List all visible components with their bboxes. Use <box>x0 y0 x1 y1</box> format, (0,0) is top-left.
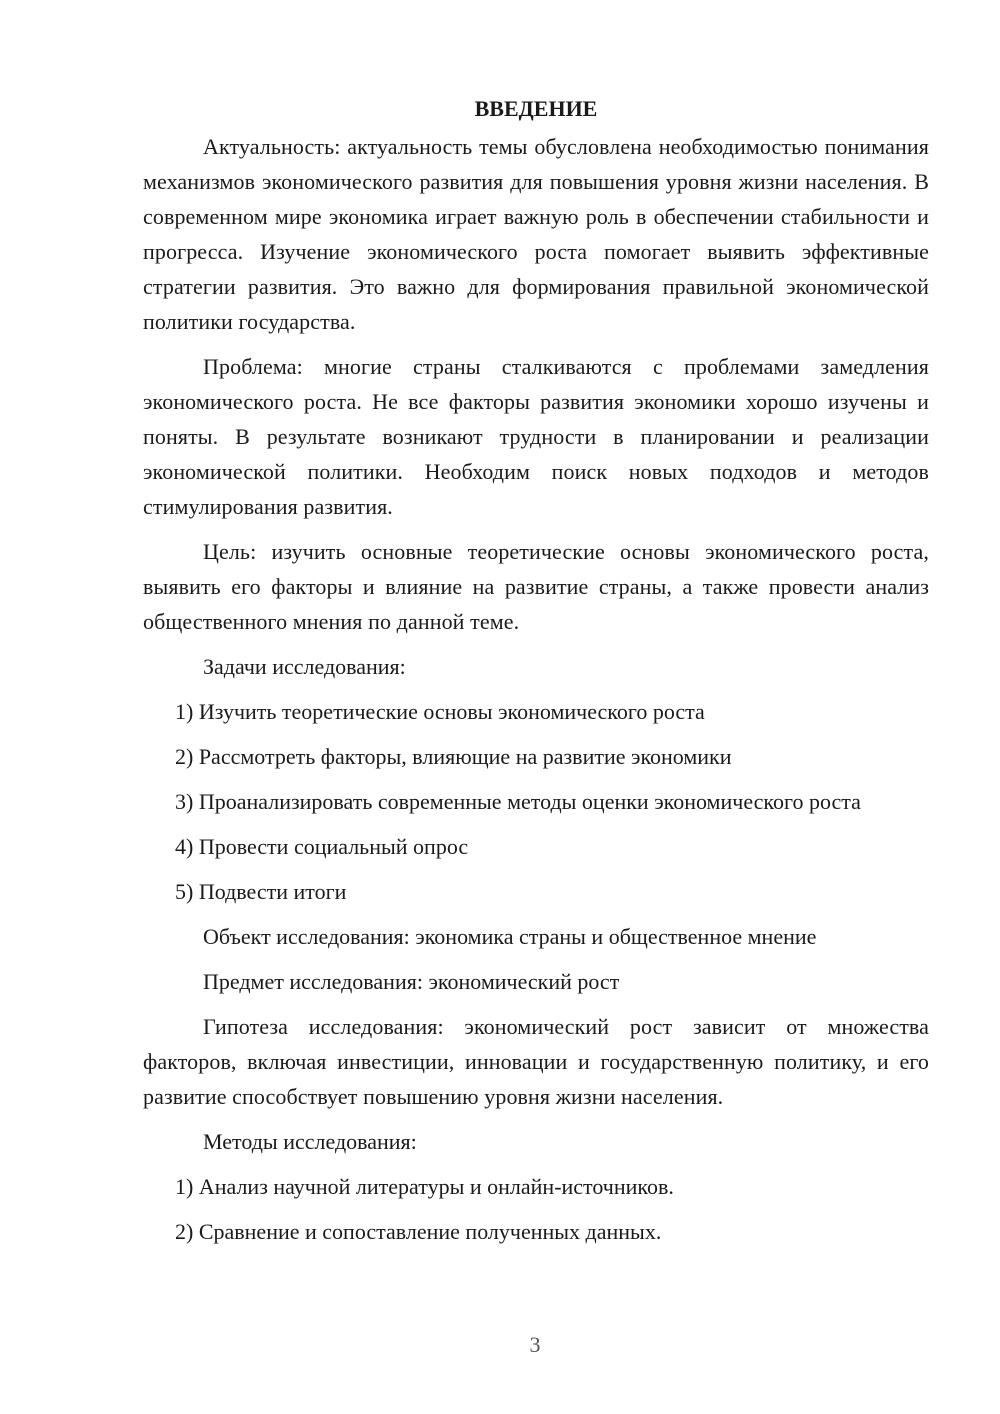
task-item: 5) Подвести итоги <box>175 879 347 904</box>
task-item: 2) Рассмотреть факторы, влияющие на развитие экономики <box>175 744 732 769</box>
problem-paragraph: Проблема: многие страны сталкиваются с проблемами замедления экономического роста. Не все факторы развития экономики хорошо изучены и поняты. В результате возникают трудности в планировании и реализации экономической политики. Необходим поиск новых подходов и методов стимулирования развития. <box>143 354 929 519</box>
hypothesis-paragraph: Гипотеза исследования: экономический рост зависит от множества факторов, включая инвестиции, инновации и государственную политику, и его развитие способствует повышению уровня жизни населения. <box>143 1014 929 1109</box>
goal-paragraph: Цель: изучить основные теоретические основы экономического роста, выявить его факторы и влияние на развитие страны, а также провести анализ общественного мнения по данной теме. <box>143 539 929 634</box>
relevance-paragraph: Актуальность: актуальность темы обусловлена необходимостью понимания механизмов экономического развития для повышения уровня жизни населения. В современном мире экономика играет важную роль в обеспечении стабильности и прогресса. Изучение экономического роста помогает выявить эффективные стратегии развития. Это важно для формирования правильной экономической политики государства. <box>143 134 929 334</box>
page-title: ВВЕДЕНИЕ <box>474 96 598 121</box>
object-line: Объект исследования: экономика страны и общественное мнение <box>203 924 817 949</box>
subject-line: Предмет исследования: экономический рост <box>203 969 620 994</box>
document-page <box>143 92 929 1259</box>
task-item: 4) Провести социальный опрос <box>175 834 469 859</box>
methods-title: Методы исследования: <box>203 1129 417 1154</box>
task-item: 3) Проанализировать современные методы оценки экономического роста <box>175 789 861 814</box>
method-item: 1) Анализ научной литературы и онлайн-источников. <box>175 1174 674 1199</box>
task-item: 1) Изучить теоретические основы экономического роста <box>175 699 705 724</box>
method-item: 2) Сравнение и сопоставление полученных данных. <box>175 1219 662 1244</box>
tasks-title: Задачи исследования: <box>203 654 406 679</box>
page-number: 3 <box>529 1332 541 1357</box>
